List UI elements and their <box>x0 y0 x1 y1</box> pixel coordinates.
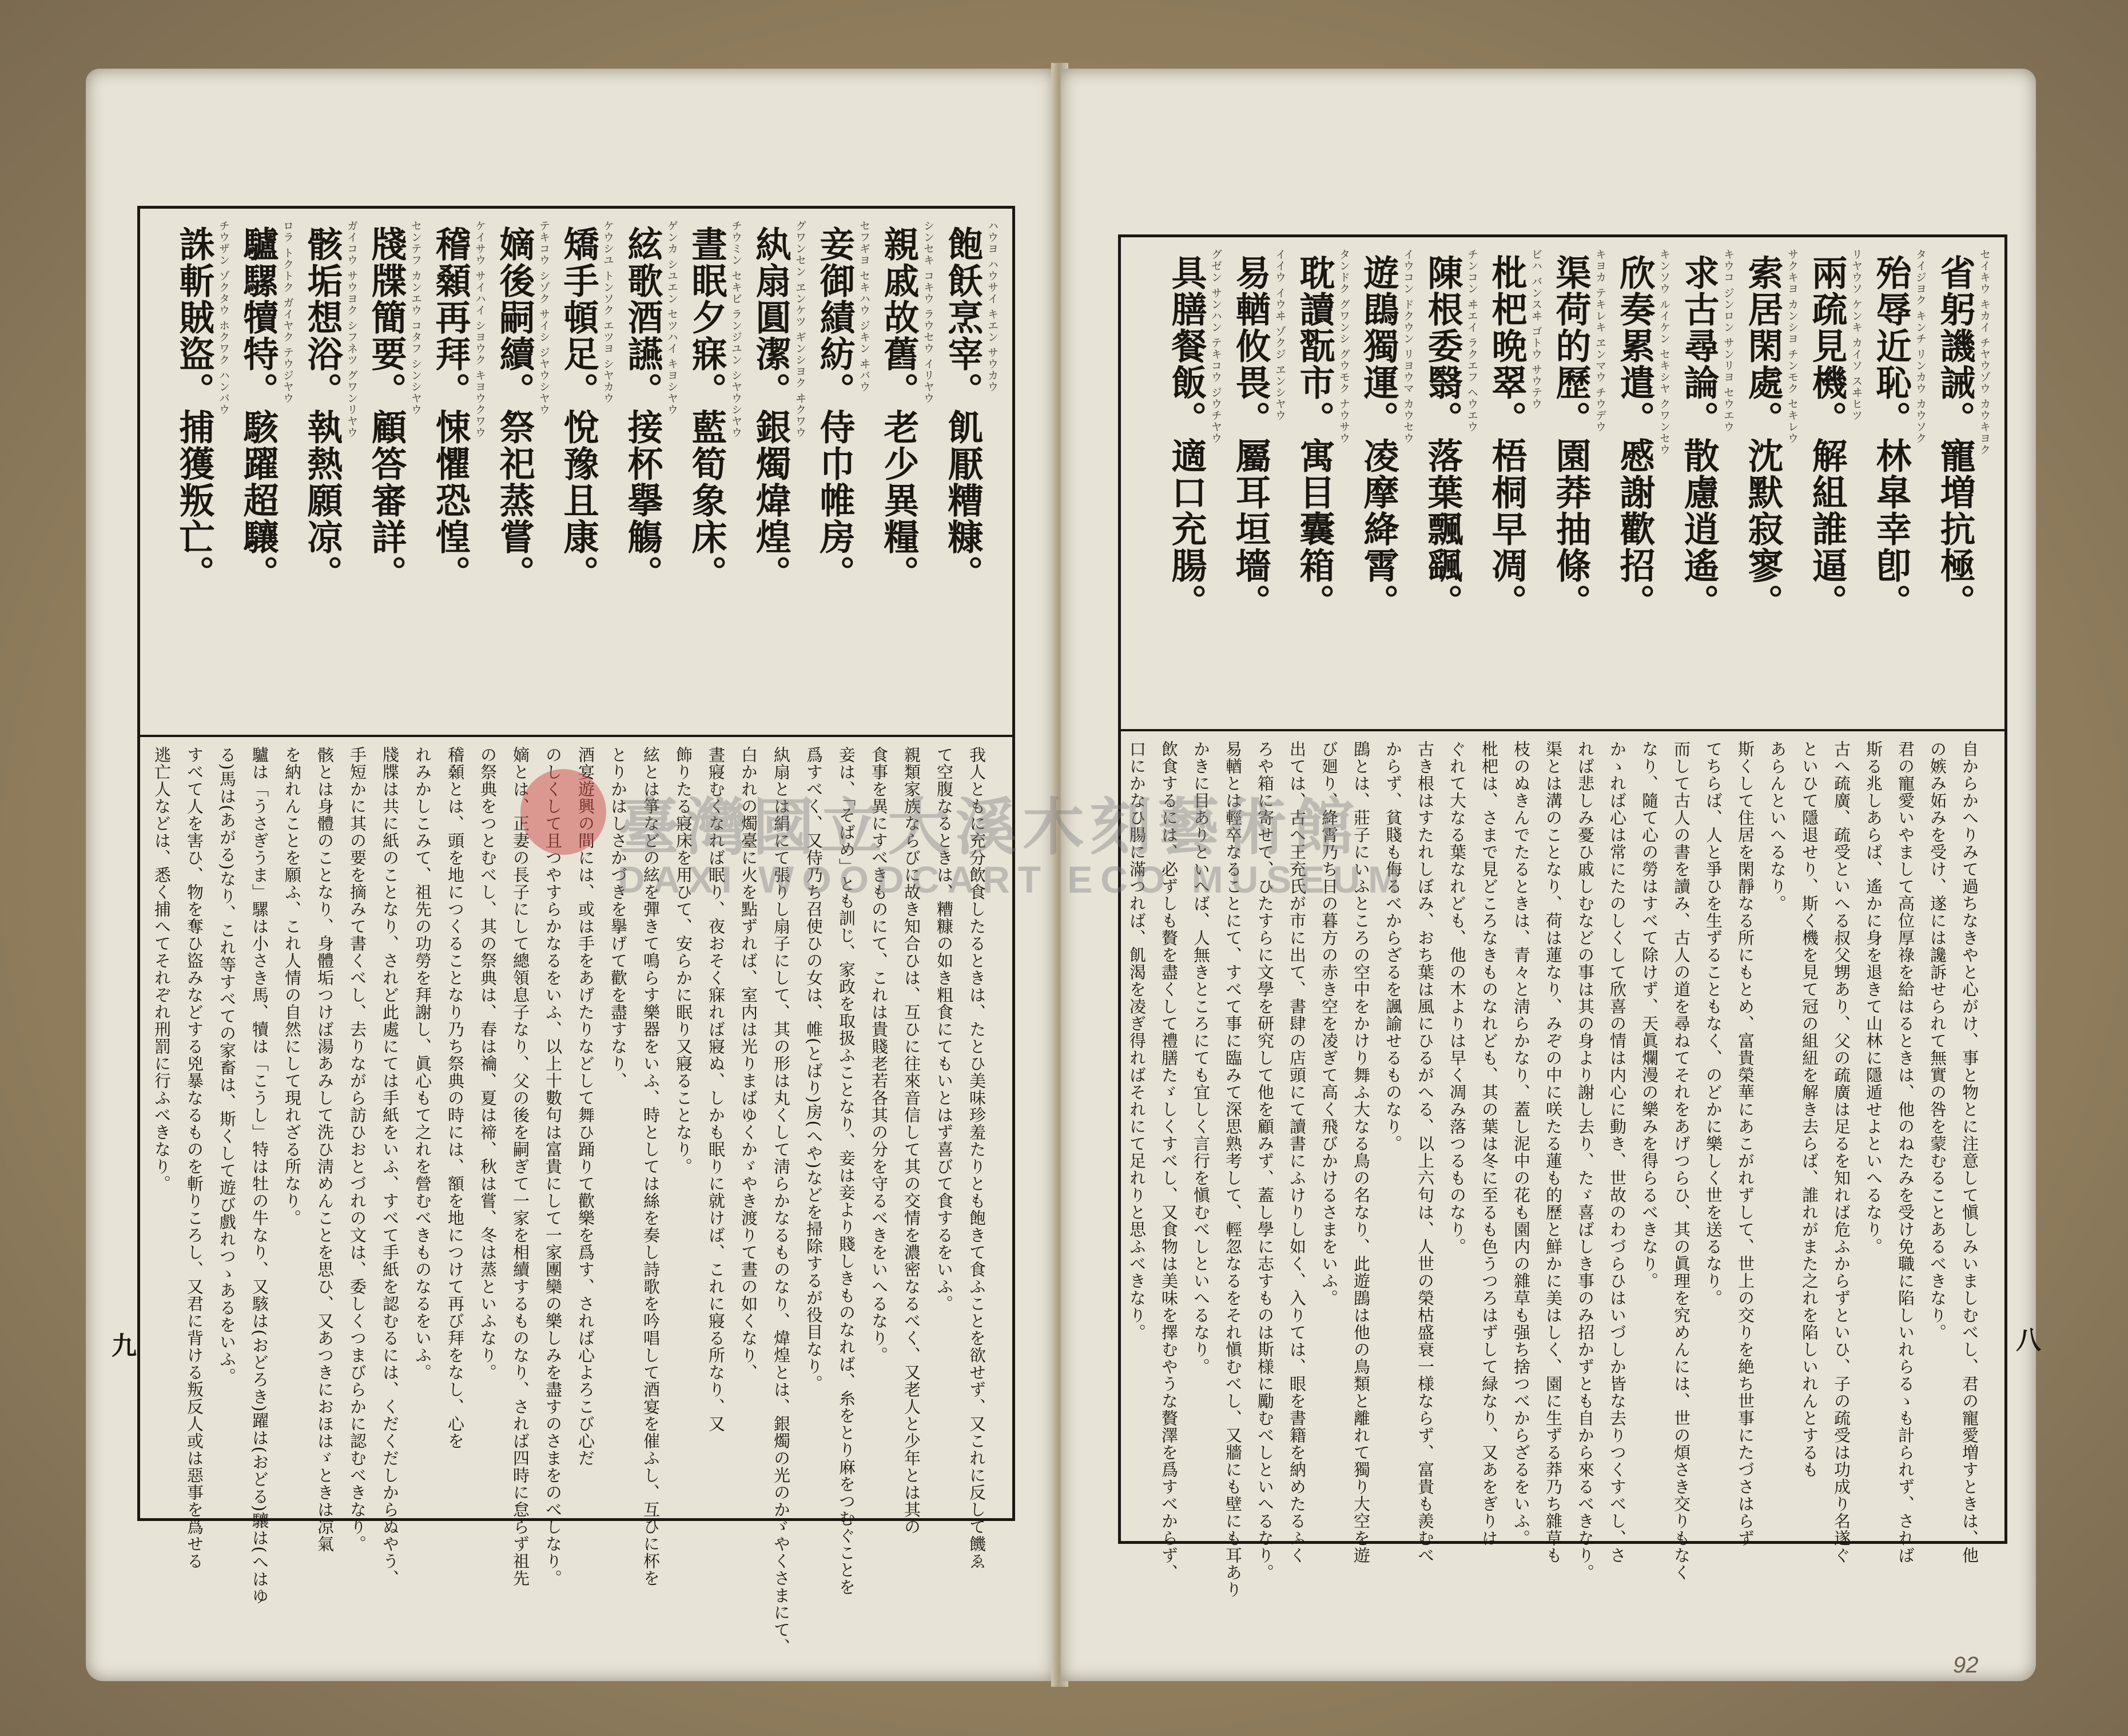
headword-ruby: イイウ イウヰ ゾクジ ヱンシヤウ <box>1274 249 1286 421</box>
commentary-column: 飲食するには、必ずしも贅を盡くして禮膳たゞしくすべし、又食物は美味を擇むやうな贅澤を爲すべからず、 <box>1159 740 1179 1581</box>
commentary-column: れみかしこみて、祖先の功勞を拜謝し、眞心もて之れを營むべきものなるをいふ。 <box>413 746 432 1381</box>
headword-column: 稽顙再拜。悚懼恐惶。 <box>429 226 471 592</box>
headword-column: 誅斬賊盜。捕獲叛亡。 <box>173 226 215 592</box>
headword-column: 紈扇圓潔。銀燭煒煌。 <box>750 226 791 592</box>
headword-ruby: グゼン サンハン テキコウ ジウチヤウ <box>1210 249 1222 444</box>
commentary-column: すべて人を害ひ、物を奪ひ盜みなどする兇暴なるものを斬りころし、又君に背ける叛反人或は惡事を爲せる <box>185 746 204 1570</box>
commentary-column: る)馬は(あがる)なり、これ等すべての家畜は、斯くして遊び戲れつゝあるをいふ。 <box>217 746 237 1385</box>
headword-column: 飽飫烹宰。飢厭糟糠。 <box>942 226 984 592</box>
headword-column: 耽讀翫市。寓目囊箱。 <box>1294 254 1335 620</box>
commentary-column: 易輶とは輕卒なることにて、すべて事に臨みて深思熟考して、輕忽なるをそれ愼むべし、又牆にも壁にも耳あり <box>1223 740 1243 1598</box>
headword-ruby: タイジヨク キンチ リンカウ カウソク <box>1914 249 1927 444</box>
headword-ruby: イウコン ドクウン リヨウマ カウセウ <box>1402 249 1414 444</box>
commentary-column: て空腹なるときは、糟糠の如き粗食にてもいとはず喜びて食するをいふ。 <box>934 746 954 1312</box>
commentary-column: 古き根はすたれしぼみ、おち葉は風にひるがへる、以上六句は、人世の榮枯盛衰一様ならず、富貴も羨むべ <box>1415 740 1435 1564</box>
commentary-column: 自からかへりみて過ちなきやと心がけ、事と物とに注意して愼しみいましむべし、君の寵愛増すときは、他 <box>1960 740 1979 1564</box>
commentary-column: れば悲しみ憂ひ戚しむなどの事は其の身より謝し去り、たゞ喜ばしき事のみ招かずとも自から來るべきなり。 <box>1576 740 1595 1581</box>
commentary-column: 晝寢むくなれば眠り、夜おそく寐れば寢ぬ、しかも眠りに就けば、これに寢る所なり、又 <box>706 746 726 1432</box>
commentary-column: 食事を異にすべきものにて、これは貴賤老若各其の分を守るべきをいへるなり。 <box>869 746 889 1364</box>
commentary-column: ろや箱に寄せて、ひたすらに文學を研究して他を顧みず、蓋し學に志すものは斯様に勵むべしといへるなり。 <box>1255 740 1275 1581</box>
headword-ruby: キンソウ ルイケン セキシヤ クワンセウ <box>1658 249 1670 456</box>
headword-column: 嫡後嗣續。祭祀蒸嘗。 <box>494 226 535 592</box>
headword-ruby: ガイコウ サウヨク シフネツ グワンリヤウ <box>345 220 358 439</box>
left-section-divider <box>140 735 1012 737</box>
commentary-column: 爲すべく、又侍乃ち召使ひの女は、帷(とばり)房(へや)などを掃除するが役目なり。 <box>804 746 824 1392</box>
headword-column: 矯手頓足。悅豫且康。 <box>558 226 599 592</box>
headword-ruby: シンセキ コキウ ラウセウ イリヤウ <box>922 220 934 404</box>
headword-column: 索居閑處。沈默寂寥。 <box>1742 254 1784 620</box>
headword-column: 具膳餐飯。適口充腸。 <box>1166 254 1207 620</box>
commentary-column: 白かれの燭臺に火を點ずれば、室内は光りまばゆくかゞやき渡りて晝の如くなり、 <box>739 746 758 1381</box>
commentary-column: 渠とは溝のことなり、荷は蓮なり、みぞの中に咲たる蓮も的歷と鮮かに美はしく、園に生ずる莽乃ち雜草も <box>1544 740 1563 1564</box>
commentary-column: 嫡とは、正妻の長子にして總領息子なり、父の後を嗣ぎて一家を相續するものなり、されば四時に怠らず祖先 <box>511 746 530 1587</box>
commentary-column: 古へ疏廣、疏受といへる叔父甥あり、父の疏廣は足るを知れば危ふからずといひ、子の疏受は功成り名遂ぐ <box>1832 740 1851 1564</box>
headword-column: 欣奏累遣。慼謝歡招。 <box>1614 254 1656 620</box>
headword-ruby: ビハ バンスヰ ゴトウ サウテウ <box>1530 249 1542 410</box>
commentary-column: 骸とは身體のことなり、身體垢つけば湯あみして洗ひ淸めんことを思ひ、又あつきにおほはゞときは凉氣 <box>315 746 335 1552</box>
headword-column: 親戚故舊。老少異糧。 <box>878 226 920 592</box>
commentary-column: 飾りたる寢床を用ひて、安らかに眠り又寢ることなり。 <box>674 746 693 1175</box>
headword-ruby: チンコン ヰエイ ラクエフ ヘウエウ <box>1466 249 1478 433</box>
headword-ruby: タンドク グワンシ グウモク ナウサウ <box>1338 249 1350 444</box>
commentary-column: といひて隱退せり、斯く機を見て冠の組紐を解き去らば、誰れがまた之れを陷しいれんとするも <box>1800 740 1819 1478</box>
right-section-divider <box>1121 729 2004 731</box>
headword-column: 殆辱近恥。林皐幸卽。 <box>1870 254 1912 620</box>
headword-column: 渠荷的歷。園莽抽條。 <box>1550 254 1592 620</box>
headword-ruby: センテフ カンエウ コタフ シンシヤウ <box>409 220 422 416</box>
commentary-column: 妾は、「そばめ」とも訓じ、家政を取扱ふことなり、妾は妾より賤しきものなれば、糸をとり麻をつむぐことを <box>837 746 856 1596</box>
commentary-column: なり、隨て心の勞はすべて除けず、天眞爛漫の樂みを得らるべきなり。 <box>1640 740 1659 1289</box>
commentary-column: 稽顙とは、頭を地につくることなり乃ち祭典の時には、額を地につけて再び拜をなし、心を <box>446 746 465 1450</box>
headword-column: 省躬譏誡。寵増抗極。 <box>1934 254 1976 620</box>
headword-column: 絃歌酒讌。接杯擧觴。 <box>622 226 663 592</box>
commentary-column: かきに目ありといへば、人無きところにても宜しく言行を愼むべしといへるなり。 <box>1191 740 1211 1375</box>
headword-ruby: ロラ トクトク ガイヤク テウジヤウ <box>281 220 294 404</box>
commentary-column: 牋牒は共に紙のことなり、されど此處にては手紙をいふ、すべて手紙を認むるには、くだくだしからぬやう、 <box>380 746 400 1587</box>
headword-column: 晝眠夕寐。藍筍象床。 <box>686 226 727 592</box>
commentary-column: からず、貧賤も侮るべからざるを諷諭せるものなり。 <box>1383 740 1403 1152</box>
commentary-column: 鵾とは、莊子にいふところの空中をかけり舞ふ大なる鳥の名なり、此遊鵾は他の鳥類と離れて獨り大空を遊 <box>1351 740 1371 1564</box>
headword-column: 求古尋論。散慮逍遙。 <box>1678 254 1720 620</box>
commentary-column: 出ては、古へ王充氏が市に出て、書肆の店頭にて讀書にふけりし如く、入りては、眼を書籍を納めたるふく <box>1287 740 1307 1564</box>
headword-ruby: セイキウ キカイ チヤウゾウ カウキヨク <box>1978 249 1991 456</box>
headword-ruby: サクキヨ カンシヨ チンモク セキレウ <box>1786 249 1799 444</box>
headword-ruby: ケウシユ トンソク エツヨ シヤカウ <box>602 220 614 404</box>
headword-ruby: ゲンカ シユエン セツハイ キヨシヤウ <box>666 220 678 416</box>
headword-column: 枇杷晩翠。梧桐早凋。 <box>1486 254 1528 620</box>
headword-ruby: キウコ ジンロン サンリヨ セウエウ <box>1722 249 1735 433</box>
headword-ruby: チウザン ゾクタウ ホクワク ハンバウ <box>217 220 230 416</box>
commentary-column: 逃亡人などは、悉く捕へてそれぞれ刑罰に行ふべきなり。 <box>152 746 172 1192</box>
commentary-column: 紈扇とは絹にて張りし扇子にして、其の形は丸くして淸らかなるものなり、煒煌とは、銀燭の光のかゞやくさまにて、 <box>771 746 791 1655</box>
commentary-column: 君の寵愛いやまして高位厚祿を給はるときは、他のねたみを受け免職に陷しいれらるゝも計られず、されば <box>1896 740 1915 1564</box>
headword-column: 妾御績紡。侍巾帷房。 <box>814 226 856 592</box>
commentary-column: 絃とは箏などの絃を彈きて鳴らす樂器をいふ、時としては絲を奏し詩歌を吟唱して酒宴を催ふし、互ひに杯を <box>641 746 661 1587</box>
headword-column: 驢騾犢特。駭躍超驤。 <box>237 226 279 592</box>
page-number-right: 八 <box>2011 1327 2041 1352</box>
headword-ruby: ハウヨ ハウサイ キエン サウカウ <box>986 220 999 393</box>
headword-column: 遊鵾獨運。凌摩絳霄。 <box>1358 254 1399 620</box>
commentary-column: 手短かに其の要を摘みて書くべし、去りながら訪ひおとづれの文は、委しくつまびらかに認むべきなり。 <box>348 746 367 1552</box>
commentary-column: 驢は「うさぎうま」騾は小さき馬、犢は「こうし」特は牡の牛なり、又駭は(おどろき)躍は(おどる)驤は(へはゆ <box>250 746 269 1605</box>
headword-ruby: グワンセン ヱンケツ ギンシヨク ヰクワウ <box>794 220 806 439</box>
watermark-logo <box>520 769 606 855</box>
headword-ruby: ケイサウ サイハイ シヨウク キヨウクワウ <box>474 220 486 439</box>
headword-ruby: セフギヨ セキハウ ジキン ヰバウ <box>858 220 870 393</box>
commentary-column: を納れんことを願ふ、これ人情の自然にして現れざる所なり。 <box>283 746 302 1227</box>
watermark-text-cjk: 臺灣國立大溪木刻藝術館 <box>618 793 1361 862</box>
commentary-column: 枇杷は、さまで見どころなきものなれども、其の葉は冬に至るも色うつろはずして緑なり、又あをぎりは <box>1479 740 1499 1547</box>
headword-ruby: チウミン セキビ ランジユン シヤウシヤウ <box>730 220 742 439</box>
commentary-column: び廻り、絳霄乃ち日の暮方の赤き空を凌ぎて高く飛びかけるさまをいふ。 <box>1319 740 1339 1307</box>
headword-ruby: キヨカ テキレキ ヱンマウ チウデウ <box>1594 249 1606 433</box>
commentary-column: ぐれて大なる葉なれども、他の木よりは早く凋み落つるものなり。 <box>1447 740 1467 1255</box>
commentary-column: 酒宴遊興の間には、或は手をあげたりなどして舞ひ踊りて歡樂を爲す、されば心よろこび心だ <box>576 746 595 1467</box>
headword-column: 陳根委翳。落葉飄颻。 <box>1422 254 1463 620</box>
headword-column: 易輶攸畏。屬耳垣墻。 <box>1230 254 1271 620</box>
headword-ruby: リヤウソ ケンキ カイソ スヰヒツ <box>1850 249 1863 421</box>
commentary-column: かゝれば心は常にたのしくして欣喜の情は内心に動き、世故のわづらひはいづしか皆な去りつくすべし、さ <box>1608 740 1627 1564</box>
commentary-column: 斯くして住居を閑靜なる所にもとめ、富貴榮華にあこがれずして、世上の交りを絶ち世事にたづさはらず <box>1736 740 1755 1547</box>
commentary-column: 斯る兆しあらば、遙かに身を退きて山林に隱遁せよといへるなり。 <box>1864 740 1883 1255</box>
watermark-text-latin: DAXI WOODCART ECO MUSEUM <box>618 858 1407 901</box>
commentary-column: てちらば、人と爭ひを生ずることもなく、のどかに樂しく世を送るなり。 <box>1704 740 1723 1307</box>
page-number-left: 九 <box>107 1332 136 1357</box>
commentary-column: 口にかなひ腸に滿つれば、飢渴を凌ぎ得ればそれにて足れりと思ふべきなり。 <box>1127 740 1147 1341</box>
commentary-column: とりかはしさかづきを擧げて歡を盡すなり、 <box>608 746 628 1089</box>
commentary-column: 枝のぬきんでたるときは、青々と淸らかなり、蓋し泥中の花も園内の雜草も强ち捨つべからざるをいふ。 <box>1512 740 1531 1547</box>
headword-column: 牋牒簡要。顧答審詳。 <box>365 226 407 592</box>
commentary-column: の嫉み妬みを受け、遂には讒訴せられて無實の咎を蒙むることあるべきなり。 <box>1928 740 1947 1341</box>
commentary-column: の祭典をつとむべし、其の祭典は、春は禴、夏は禘、秋は嘗、冬は蒸といふなり。 <box>478 746 498 1381</box>
pencil-page-note: 92 <box>1953 1653 1979 1678</box>
commentary-column: あらんといへるなり。 <box>1768 740 1787 912</box>
commentary-column: 而して古人の書を讀み、古人の道を尋ねてそれをあげつらひ、其の眞理を究めんには、世の煩さき交りもなく <box>1672 740 1691 1581</box>
headword-column: 骸垢想浴。執熱願凉。 <box>301 226 343 592</box>
commentary-column: 親類家族ならびに故き知合ひは、互ひに往來音信して其の交情を濃密なるべく、又老人と少年とは其の <box>902 746 921 1535</box>
commentary-column: 我人ともに充分飲食したるときは、たとひ美味珍羞たりとも飽きて食ふことを欲せず、又これに反して饑ゑ <box>967 746 987 1570</box>
headword-column: 兩疏見機。解組誰逼。 <box>1806 254 1848 620</box>
commentary-column: のしくして且つやすらかなるをいふ、以上十數句は富貴にして一家團欒の樂しみを盡すのさまをのべしなり。 <box>543 746 563 1587</box>
headword-ruby: テキコウ シゾク サイシ ジヤウシヤウ <box>538 220 550 416</box>
